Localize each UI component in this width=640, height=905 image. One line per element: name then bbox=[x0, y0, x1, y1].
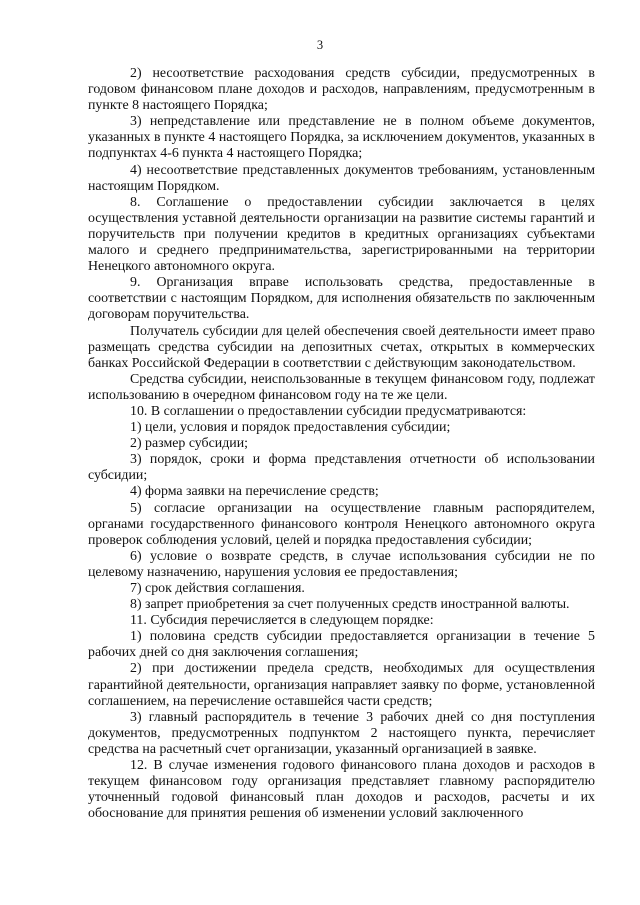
paragraph-9-unused-funds: Средства субсидии, неиспользованные в текущем финансовом году, подлежат использованию в очередном финансовом году на те же цели. bbox=[88, 371, 595, 403]
paragraph-1-item-3: 3) непредставление или представление не в полном объеме документов, указанных в пункте 4 настоящего Порядка, за исключением документов, указанных в подпунктах 4-6 пункта 4 настоящего Порядка; bbox=[88, 114, 595, 162]
paragraph-11-item-1: 1) половина средств субсидии предоставляется организации в течение 5 рабочих дней со дня заключения соглашения; bbox=[88, 629, 595, 661]
document-body bbox=[88, 66, 595, 822]
paragraph-12: 12. В случае изменения годового финансового плана доходов и расходов в текущем финансовом году организация представляет главному распорядителю уточненный годовой финансовый план доходов и расходов, расчеты и их обоснование для принятия решения об изменении условий заключенного bbox=[88, 758, 595, 822]
paragraph-10-item-1: 1) цели, условия и порядок предоставления субсидии; bbox=[130, 420, 451, 436]
paragraph-10-item-2: 2) размер субсидии; bbox=[130, 436, 249, 452]
paragraph-11: 11. Субсидия перечисляется в следующем порядке: bbox=[130, 613, 434, 629]
paragraph-8: 8. Соглашение о предоставлении субсидии заключается в целях осуществления уставной деятельности организации на развитие системы гарантий и поручительств при получении кредитов в кредитных организациях субъектами малого и среднего предпринимательства, зарегистрированными на территории Ненецкого автономного округа. bbox=[88, 194, 595, 275]
paragraph-1-item-2: 2) несоответствие расходования средств субсидии, предусмотренных в годовом финансовом плане доходов и расходов, направлениям, предусмотренным в пункте 8 настоящего Порядка; bbox=[88, 66, 595, 114]
paragraph-10-item-3: 3) порядок, сроки и форма представления отчетности об использовании субсидии; bbox=[88, 452, 595, 484]
paragraph-11-item-3: 3) главный распорядитель в течение 3 рабочих дней со дня поступления документов, предусмотренных подпунктом 2 настоящего пункта, перечисляет средства на расчетный счет организации, указанный организацией в заявке. bbox=[88, 709, 595, 757]
paragraph-9-deposit: Получатель субсидии для целей обеспечения своей деятельности имеет право размещать средства субсидии на депозитных счетах, открытых в коммерческих банках Российской Федерации в соответствии с действующим законодательством. bbox=[88, 323, 595, 371]
paragraph-10-item-5: 5) согласие организации на осуществление главным распорядителем, органами государственного финансового контроля Ненецкого автономного округа проверок соблюдения условий, целей и порядка предоставления субсидии; bbox=[88, 500, 595, 548]
paragraph-10-item-4: 4) форма заявки на перечисление средств; bbox=[130, 484, 379, 500]
paragraph-11-item-2: 2) при достижении предела средств, необходимых для осуществления гарантийной деятельности, организация направляет заявку по форме, установленной соглашением, на перечисление оставшейся части средств; bbox=[88, 661, 595, 709]
paragraph-10-item-8: 8) запрет приобретения за счет полученных средств иностранной валюты. bbox=[130, 597, 570, 613]
paragraph-1-item-4: 4) несоответствие представленных документов требованиям, установленным настоящим Порядком. bbox=[88, 162, 595, 194]
paragraph-9: 9. Организация вправе использовать средства, предоставленные в соответствии с настоящим Порядком, для исполнения обязательств по заключенным договорам поручительства. bbox=[88, 275, 595, 323]
paragraph-10-item-7: 7) срок действия соглашения. bbox=[130, 581, 305, 596]
page-number: 3 bbox=[316, 38, 324, 52]
paragraph-10: 10. В соглашении о предоставлении субсидии предусматриваются: bbox=[130, 403, 527, 419]
paragraph-10-item-6: 6) условие о возврате средств, в случае использования субсидии не по целевому назначению, нарушения условия ее предоставления; bbox=[88, 548, 595, 580]
